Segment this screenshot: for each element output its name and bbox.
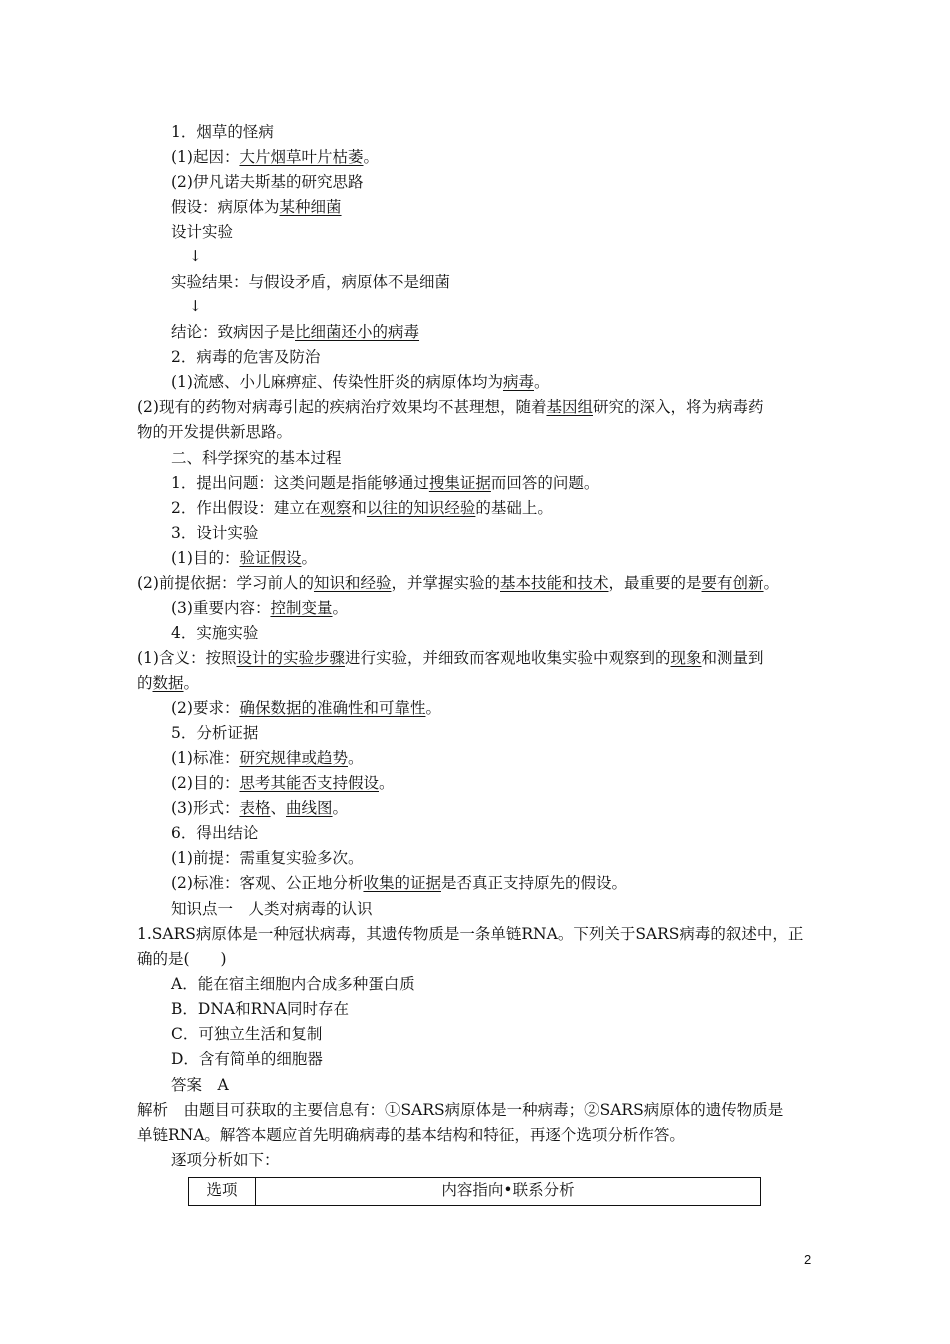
meaning-answer-1: 设计的实验步骤 xyxy=(236,649,345,667)
meaning-text-cont: 和测量到 xyxy=(701,649,764,667)
step-2-text-cont: 的基础上。 xyxy=(475,499,553,517)
step-6-title: 6．得出结论 xyxy=(171,824,259,842)
option-b: B．DNA和RNA同时存在 xyxy=(171,1000,350,1018)
table-header-option: 选项 xyxy=(189,1178,256,1206)
hypothesis-label: 假设：病原体为 xyxy=(171,198,280,216)
table-header-content: 内容指向•联系分析 xyxy=(256,1178,761,1206)
basis-text: ，并掌握实验的 xyxy=(391,574,500,592)
step-1-text: 1．提出问题：这类问题是指能够通过 xyxy=(171,474,429,492)
step-4-title: 4．实施实验 xyxy=(171,624,259,642)
conclusion-line xyxy=(171,322,419,342)
step-3-content xyxy=(171,598,348,618)
step-1-line xyxy=(171,473,599,493)
basis-answer-1: 知识和经验 xyxy=(313,574,392,592)
drug-line xyxy=(137,397,764,417)
option-d: D．含有简单的细胞器 xyxy=(171,1050,323,1068)
drug-text-cont: 研究的深入，将为病毒药 xyxy=(592,398,764,416)
cause-label: (1)起因： xyxy=(171,148,240,166)
design-experiment-line: 设计实验 xyxy=(171,223,234,241)
standard-answer: 研究规律或趋势 xyxy=(239,749,348,767)
research-idea-line: (2)伊凡诺夫斯基的研究思路 xyxy=(171,173,364,191)
basis-label: (2)前提依据：学习前人的 xyxy=(137,574,314,592)
basis-answer-2: 基本技能和技术 xyxy=(500,574,609,592)
hypothesis-line xyxy=(171,197,342,217)
step-2-line xyxy=(171,498,553,518)
form-label: (3)形式： xyxy=(171,799,240,817)
step-3-purpose xyxy=(171,548,317,568)
standard-answer: 收集的证据 xyxy=(363,874,441,892)
section-title-tobacco: 1．烟草的怪病 xyxy=(171,123,274,141)
step-5-title: 5．分析证据 xyxy=(171,724,259,742)
pathogen-answer: 病毒 xyxy=(502,373,534,391)
conclusion-answer: 比细菌还小的病毒 xyxy=(295,323,420,341)
table-header-row xyxy=(189,1178,761,1206)
basis-text-2: ，最重要的是 xyxy=(608,574,702,592)
content-label: (3)重要内容： xyxy=(171,599,271,617)
step-2-text: 2．作出假设：建立在 xyxy=(171,499,321,517)
step-5-purpose xyxy=(171,773,395,793)
punct: 。 xyxy=(363,148,379,166)
form-answer-1: 表格 xyxy=(239,799,271,817)
step-4-meaning xyxy=(137,648,764,668)
option-analysis-table xyxy=(188,1177,761,1206)
option-c: C．可独立生活和复制 xyxy=(171,1025,323,1043)
meaning-text: 进行实验，并细致而客观地收集实验中观察到的 xyxy=(344,649,671,667)
pathogen-text: (1)流感、小儿麻痹症、传染性肝炎的病原体均为 xyxy=(171,373,503,391)
conclusion-label: 结论：致病因子是 xyxy=(171,323,296,341)
drug-line-2: 物的开发提供新思路。 xyxy=(137,423,293,441)
purpose-label: (2)目的： xyxy=(171,774,240,792)
question-1-line-2: 确的是( ) xyxy=(137,950,227,968)
punct: 。 xyxy=(332,799,349,817)
step-1-answer: 搜集证据 xyxy=(428,474,491,492)
step-5-standard xyxy=(171,748,364,768)
drug-text: (2)现有的药物对病毒引起的疾病治疗效果均不甚理想，随着 xyxy=(137,398,547,416)
punct: 。 xyxy=(425,699,441,717)
step-4-meaning-2 xyxy=(137,673,199,693)
form-sep: 、 xyxy=(270,799,286,817)
step-1-text-cont: 而回答的问题。 xyxy=(490,474,600,492)
analysis-line-2: 单链RNA。解答本题应首先明确病毒的基本结构和特征，再逐个选项分析作答。 xyxy=(137,1126,685,1144)
page-number: 2 xyxy=(804,1252,812,1267)
requirement-answer: 确保数据的准确性和可靠性 xyxy=(239,699,426,717)
content-answer: 控制变量 xyxy=(270,599,333,617)
meaning-answer-3: 数据 xyxy=(152,674,184,692)
pathogen-line xyxy=(171,372,550,392)
step-2-conj: 和 xyxy=(351,499,367,517)
step-2-answer-2: 以往的知识经验 xyxy=(366,499,476,517)
meaning-label: (1)含义：按照 xyxy=(137,649,237,667)
analysis-line-1: 解析 由题目可获取的主要信息有：①SARS病原体是一种病毒；②SARS病原体的遗传物质是 xyxy=(137,1101,784,1119)
punct: 。 xyxy=(332,599,348,617)
purpose-answer: 思考其能否支持假设 xyxy=(239,774,379,792)
step-4-requirement xyxy=(171,698,441,718)
basis-answer-3: 要有创新 xyxy=(701,574,764,592)
step-3-title: 3．设计实验 xyxy=(171,524,259,542)
cause-line xyxy=(171,147,379,167)
purpose-label: (1)目的： xyxy=(171,549,240,567)
punct: 。 xyxy=(378,774,395,792)
step-5-form xyxy=(171,798,348,818)
question-1-line-1: 1.SARS病原体是一种冠状病毒，其遗传物质是一条单链RNA。下列关于SARS病毒的叙述中，正 xyxy=(137,925,804,943)
punct: 。 xyxy=(347,749,364,767)
standard-text-cont: 是否真正支持原先的假设。 xyxy=(440,874,627,892)
step-6-standard xyxy=(171,873,627,893)
down-arrow-icon: ↓ xyxy=(189,247,202,265)
punct: 。 xyxy=(183,674,200,692)
form-answer-2: 曲线图 xyxy=(286,799,333,817)
hypothesis-answer: 某种细菌 xyxy=(279,198,342,216)
cause-answer: 大片烟草叶片枯萎 xyxy=(239,148,364,166)
drug-answer: 基因组 xyxy=(546,398,593,416)
analysis-line-3: 逐项分析如下： xyxy=(171,1151,280,1169)
punct: 。 xyxy=(533,373,550,391)
section-title-harm: 2．病毒的危害及防治 xyxy=(171,348,321,366)
part-two-title: 二、科学探究的基本过程 xyxy=(171,449,342,467)
option-a: A．能在宿主细胞内合成多种蛋白质 xyxy=(171,975,415,993)
punct: 。 xyxy=(301,549,317,567)
standard-label: (1)标准： xyxy=(171,749,240,767)
punct: 。 xyxy=(763,574,780,592)
standard-label: (2)标准：客观、公正地分析 xyxy=(171,874,364,892)
requirement-label: (2)要求： xyxy=(171,699,240,717)
step-6-premise: (1)前提：需重复实验多次。 xyxy=(171,849,364,867)
experiment-result-line: 实验结果：与假设矛盾，病原体不是细菌 xyxy=(171,273,451,291)
down-arrow-icon: ↓ xyxy=(189,297,202,315)
step-2-answer-1: 观察 xyxy=(320,499,352,517)
meaning-answer-2: 现象 xyxy=(670,649,702,667)
purpose-answer: 验证假设 xyxy=(239,549,302,567)
knowledge-point-title: 知识点一 人类对病毒的认识 xyxy=(171,900,373,918)
meaning-text-3: 的 xyxy=(137,674,153,692)
answer-line: 答案 A xyxy=(171,1076,229,1094)
step-3-basis xyxy=(137,573,779,593)
